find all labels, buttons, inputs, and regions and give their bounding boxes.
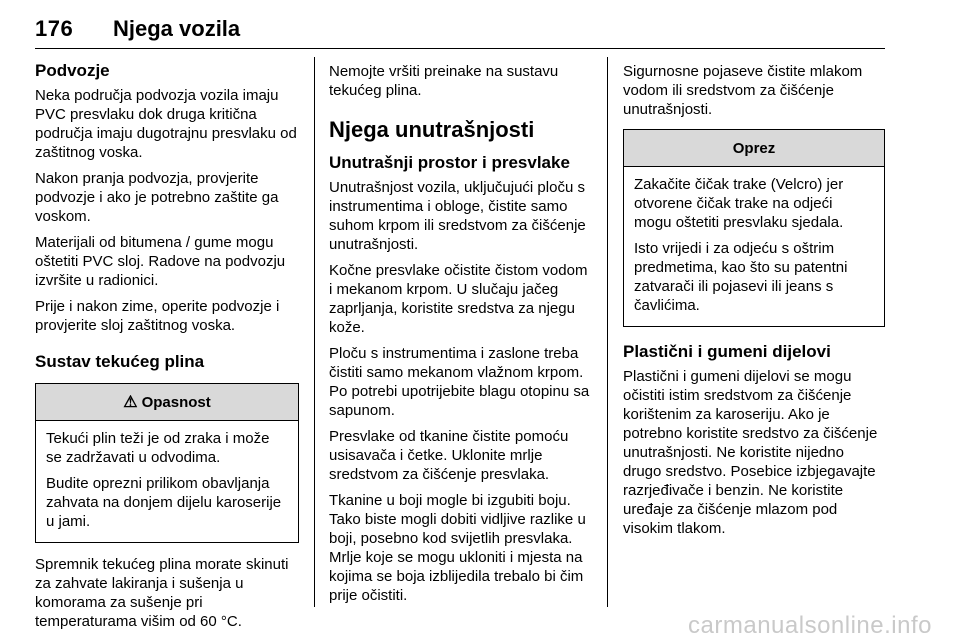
caution-box-title: Oprez (732, 139, 776, 157)
subsection-heading-interior: Unutrašnji prostor i presvlake (329, 153, 570, 172)
section-heading-podvozje: Podvozje (35, 61, 110, 80)
paragraph: Zakačite čičak trake (Velcro) jer otvorene čičak trake na odjeći mogu oštetiti presvlaku sjedala. (634, 176, 844, 231)
danger-box-body (36, 421, 298, 542)
paragraph: Sigurnosne pojaseve čistite mlakom vodom ili sredstvom za čišćenje unutrašnjosti. (623, 63, 863, 118)
column-divider (607, 57, 608, 607)
warning-triangle-icon: ⚠ (123, 393, 138, 411)
paragraph: Neka područja podvozja vozila imaju PVC presvlaku dok druga kritična područja imaju dugotrajnu presvlaku od zaštitnog voska. (35, 87, 297, 161)
paragraph: Kočne presvlake očistite čistom vodom i mekanom krpom. U slučaju jačeg zaprljanja, koristite sredstva za njegu kože. (329, 262, 588, 336)
watermark: carmanualsonline.info (688, 612, 932, 639)
paragraph: Budite oprezni prilikom obavljanja zahvata na donjem dijelu karoserije u jami. (46, 475, 282, 530)
paragraph: Isto vrijedi i za odjeću s oštrim predmetima, kao što su patentni zatvarači ili pojasevi ili jeans s čavlićima. (634, 240, 848, 314)
paragraph: Presvlake od tkanine čistite pomoću usisavača i četke. Uklonite mrlje sredstvom za čišćenje presvlaka. (329, 428, 569, 483)
paragraph: Ploču s instrumentima i zaslone treba čistiti samo mekanom vlažnom krpom. Po potrebi upotrijebite blagu otopinu sa sapunom. (329, 345, 590, 419)
page-title: Njega vozila (113, 16, 241, 41)
column-divider (314, 57, 315, 607)
column-2 (329, 62, 594, 612)
danger-box-header (36, 384, 298, 421)
danger-box (35, 383, 299, 543)
paragraph: Plastični i gumeni dijelovi se mogu očistiti istim sredstvom za čišćenje korištenim za karoseriju. Ako je potrebno koristite sredstvo za čišćenje unutrašnjosti. Ne koristite nijedno drugo sredstvo. Posebice izbjegavajte razrjeđivače i benzin. Ne koristite uređaje za čišćenje mlazom pod visokim tlakom. (623, 368, 878, 537)
column-3 (623, 62, 885, 545)
section-heading-lpg: Sustav tekućeg plina (35, 352, 205, 371)
paragraph: Materijali od bitumena / gume mogu oštetiti PVC sloj. Radove na podvozju izvršite u radionici. (35, 234, 286, 289)
paragraph: Tkanine u boji mogle bi izgubiti boju. Tako biste mogli dobiti vidljive razlike u boji, posebno kod svijetlih presvlaka. Mrlje koje se mogu ukloniti i mjesta na kojima se boja izblijedila trebalo bi čim prije očistiti. (329, 492, 586, 604)
paragraph: Spremnik tekućeg plina morate skinuti za zahvate lakiranja i sušenja u komorama za sušenje pri temperaturama višim od 60 °C. (35, 556, 289, 630)
caution-box-header (624, 130, 884, 167)
page-number: 176 (35, 16, 74, 41)
paragraph: Nemojte vršiti preinake na sustavu tekućeg plina. (329, 63, 559, 99)
paragraph: Nakon pranja podvozja, provjerite podvozje i ako je potrebno zaštite ga voskom. (35, 170, 279, 225)
caution-box-body (624, 167, 884, 326)
column-1 (35, 60, 299, 638)
paragraph: Prije i nakon zime, operite podvozje i provjerite sloj zaštitnog voska. (35, 298, 280, 334)
caution-box (623, 129, 885, 327)
paragraph: Tekući plin teži je od zraka i može se zadržavati u odvodima. (46, 430, 270, 466)
section-heading-plastic-rubber: Plastični i gumeni dijelovi (623, 342, 831, 361)
page-header (35, 0, 885, 49)
paragraph: Unutrašnjost vozila, uključujući ploču s instrumentima i obloge, čistite samo suhom krpom ili sredstvom za čišćenje unutrašnjosti. (329, 179, 586, 253)
section-heading-interior-care: Njega unutrašnjosti (329, 117, 535, 142)
danger-box-title: Opasnost (141, 393, 211, 411)
